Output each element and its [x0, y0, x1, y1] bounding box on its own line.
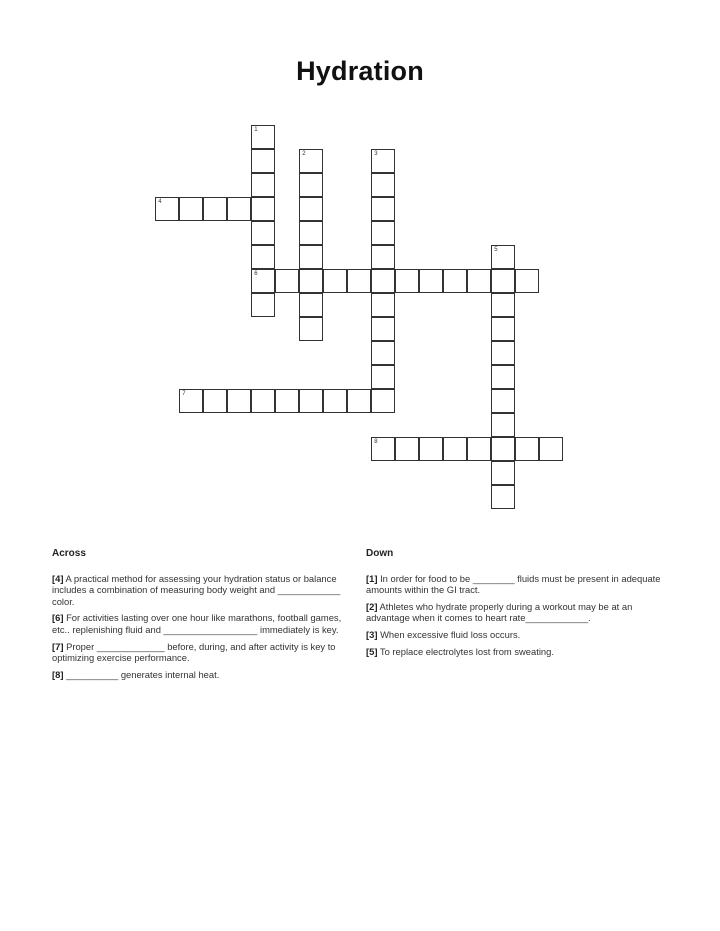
grid-cell[interactable]	[155, 197, 179, 221]
grid-cell[interactable]	[491, 437, 515, 461]
cell-number: 5	[494, 247, 498, 254]
down-heading: Down	[366, 548, 394, 559]
grid-cell[interactable]	[395, 437, 419, 461]
grid-cell[interactable]	[251, 125, 275, 149]
grid-cell[interactable]	[251, 149, 275, 173]
grid-cell[interactable]	[491, 317, 515, 341]
grid-cell[interactable]	[467, 437, 491, 461]
cell-number: 1	[254, 127, 258, 134]
grid-cell[interactable]	[371, 389, 395, 413]
grid-cell[interactable]	[491, 485, 515, 509]
grid-cell[interactable]	[491, 413, 515, 437]
grid-cell[interactable]	[539, 437, 563, 461]
grid-cell[interactable]	[299, 293, 323, 317]
grid-cell[interactable]	[251, 293, 275, 317]
grid-cell[interactable]	[419, 437, 443, 461]
grid-cell[interactable]	[371, 245, 395, 269]
grid-cell[interactable]	[227, 389, 251, 413]
grid-cell[interactable]	[251, 197, 275, 221]
grid-cell[interactable]	[395, 269, 419, 293]
across-heading: Across	[52, 548, 86, 559]
grid-cell[interactable]	[419, 269, 443, 293]
down-clues	[366, 548, 676, 662]
clue-down-5: [5] To replace electrolytes lost from sweating.	[366, 645, 554, 657]
grid-cell[interactable]	[371, 293, 395, 317]
grid-cell[interactable]	[371, 341, 395, 365]
cell-number: 2	[302, 151, 306, 158]
grid-cell[interactable]	[299, 173, 323, 197]
crossword-grid	[156, 126, 588, 526]
grid-cell[interactable]	[491, 389, 515, 413]
cell-number: 6	[254, 271, 258, 278]
grid-cell[interactable]	[371, 173, 395, 197]
grid-cell[interactable]	[491, 269, 515, 293]
grid-cell[interactable]	[251, 173, 275, 197]
grid-cell[interactable]	[299, 317, 323, 341]
clue-across-7: [7] Proper _____________ before, during, and after activity is key to optimizing exercise performance.	[52, 640, 336, 664]
grid-cell[interactable]	[347, 389, 371, 413]
grid-cell[interactable]	[227, 197, 251, 221]
grid-cell[interactable]	[371, 317, 395, 341]
cell-number: 7	[182, 391, 186, 398]
grid-cell[interactable]	[491, 461, 515, 485]
grid-cell[interactable]	[371, 197, 395, 221]
grid-cell[interactable]	[347, 269, 371, 293]
clue-across-8: [8] __________ generates internal heat.	[52, 668, 220, 680]
grid-cell[interactable]	[371, 269, 395, 293]
across-clues	[52, 548, 344, 685]
cell-number: 3	[374, 151, 378, 158]
grid-cell[interactable]	[275, 389, 299, 413]
grid-cell[interactable]	[299, 197, 323, 221]
grid-cell[interactable]	[299, 389, 323, 413]
grid-cell[interactable]	[371, 149, 395, 173]
grid-cell[interactable]	[179, 389, 203, 413]
grid-cell[interactable]	[299, 221, 323, 245]
grid-cell[interactable]	[203, 389, 227, 413]
clue-down-1: [1] In order for food to be ________ fluids must be present in adequate amounts within the GI tract.	[366, 572, 661, 596]
grid-cell[interactable]	[323, 269, 347, 293]
cell-number: 8	[374, 439, 378, 446]
grid-cell[interactable]	[203, 197, 227, 221]
grid-cell[interactable]	[443, 269, 467, 293]
grid-cell[interactable]	[371, 365, 395, 389]
grid-cell[interactable]	[299, 269, 323, 293]
cell-number: 4	[158, 199, 162, 206]
puzzle-title: Hydration	[296, 56, 424, 86]
clue-across-4: [4] A practical method for assessing your hydration status or balance includes a combination of measuring body weight and ____________ color.	[52, 572, 341, 607]
clue-across-6: [6] For activities lasting over one hour like marathons, football games, etc.. replenishing fluid and __________________ immediately is key.	[52, 612, 342, 635]
clue-down-3: [3] When excessive fluid loss occurs.	[366, 628, 521, 640]
grid-cell[interactable]	[299, 245, 323, 269]
clue-down-2: [2] Athletes who hydrate properly during a workout may be at an advantage when it comes to heart rate____________.	[366, 600, 633, 624]
grid-cell[interactable]	[515, 437, 539, 461]
grid-cell[interactable]	[275, 269, 299, 293]
grid-cell[interactable]	[491, 341, 515, 365]
grid-cell[interactable]	[251, 389, 275, 413]
grid-cell[interactable]	[179, 197, 203, 221]
grid-cell[interactable]	[299, 149, 323, 173]
grid-cell[interactable]	[467, 269, 491, 293]
grid-cell[interactable]	[251, 245, 275, 269]
grid-cell[interactable]	[491, 245, 515, 269]
grid-cell[interactable]	[251, 221, 275, 245]
grid-cell[interactable]	[491, 293, 515, 317]
grid-cell[interactable]	[371, 221, 395, 245]
grid-cell[interactable]	[515, 269, 539, 293]
grid-cell[interactable]	[491, 365, 515, 389]
grid-cell[interactable]	[323, 389, 347, 413]
grid-cell[interactable]	[443, 437, 467, 461]
grid-cell[interactable]	[371, 437, 395, 461]
grid-cell[interactable]	[251, 269, 275, 293]
